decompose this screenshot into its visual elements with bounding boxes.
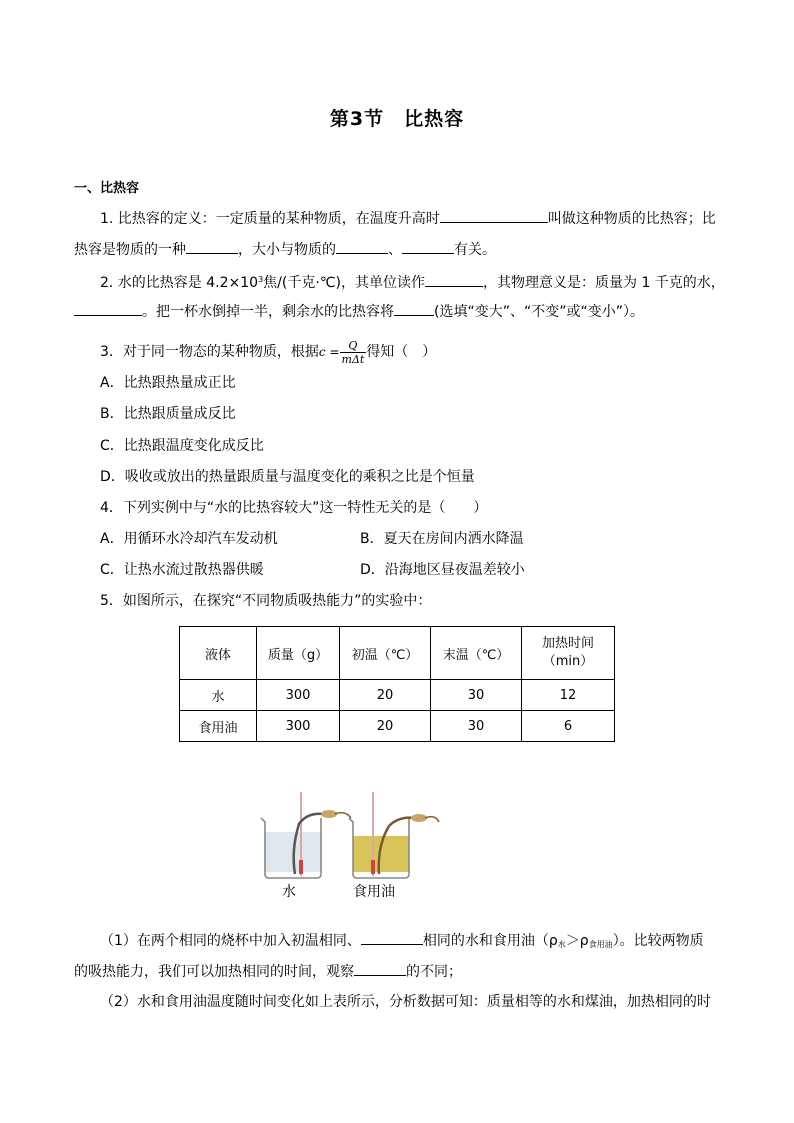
formula-fraction bbox=[340, 339, 367, 366]
q2-text-b: 焦/(千克·℃)，其单位读作 bbox=[263, 275, 425, 291]
q1-text-b: 叫做这种物质的比热容；比 bbox=[547, 211, 716, 227]
table-cell: 30 bbox=[431, 680, 522, 711]
q3-option-c: C．比热跟温度变化成反比 bbox=[100, 438, 264, 454]
q3-option-a: A．比热跟热量成正比 bbox=[100, 375, 236, 391]
q3-option-b: B．比热跟质量成反比 bbox=[100, 406, 236, 422]
table-row bbox=[180, 680, 615, 711]
q3-text-a: 3．对于同一物态的某种物质，根据 bbox=[100, 344, 319, 360]
figure-label-oil: 食用油 bbox=[353, 884, 395, 900]
table-cell: 300 bbox=[257, 680, 340, 711]
header-cell: 液体 bbox=[180, 627, 257, 680]
data-table bbox=[179, 626, 615, 742]
table-cell: 6 bbox=[522, 711, 615, 742]
q5-p1-text-c: ＞ρ bbox=[565, 933, 589, 949]
header-cell: 质量（g） bbox=[257, 627, 340, 680]
oil-heater-wire bbox=[425, 817, 439, 822]
table-cell: 30 bbox=[431, 711, 522, 742]
q3-option-d: D．吸收或放出的热量跟质量与温度变化的乘积之比是个恒量 bbox=[100, 469, 475, 485]
q5-p2-line1: （2）水和食用油温度随时间变化如上表所示，分析数据可知：质量相等的水和煤油，加热相同的时 bbox=[100, 994, 711, 1010]
table-header-row bbox=[180, 627, 615, 680]
table-cell: 食用油 bbox=[180, 711, 257, 742]
q5-p1-text-f: 的不同； bbox=[406, 964, 462, 980]
q4-option-d: D．沿海地区昼夜温差较小 bbox=[360, 562, 525, 578]
answer-blank[interactable] bbox=[440, 207, 548, 223]
density-subscript-water: 水 bbox=[557, 940, 566, 949]
q5-p1-text-a: （1）在两个相同的烧杯中加入初温相同、 bbox=[100, 933, 361, 949]
q5-p1-text-e: 的吸热能力，我们可以加热相同的时间，观察 bbox=[74, 964, 354, 980]
q2-line2 bbox=[74, 300, 644, 322]
density-subscript-oil: 食用油 bbox=[588, 940, 613, 949]
table-cell: 12 bbox=[522, 680, 615, 711]
answer-blank[interactable] bbox=[402, 238, 454, 254]
table-cell: 300 bbox=[257, 711, 340, 742]
q2-text-d: 。把一杯水倒掉一半，剩余水的比热容将 bbox=[142, 304, 394, 320]
q5-p1-line1 bbox=[100, 929, 704, 955]
q5-p1-line2 bbox=[74, 960, 462, 982]
answer-blank[interactable] bbox=[74, 300, 142, 316]
answer-blank[interactable] bbox=[394, 300, 434, 316]
q5-p1-text-b: 相同的水和食用油（ρ bbox=[422, 933, 558, 949]
q2-line1 bbox=[100, 270, 725, 293]
answer-blank[interactable] bbox=[186, 238, 238, 254]
q4-option-b: B．夏天在房间内洒水降温 bbox=[360, 531, 524, 547]
figure-label-water: 水 bbox=[282, 884, 296, 900]
table-cell: 水 bbox=[180, 680, 257, 711]
q5-p1-text-d: ）。比较两物质 bbox=[612, 933, 704, 949]
table-row bbox=[180, 711, 615, 742]
q1-text-e: 、 bbox=[388, 242, 402, 258]
page-title: 第3节 比热容 bbox=[329, 108, 465, 130]
water-heater-plug bbox=[321, 810, 337, 818]
table-cell: 20 bbox=[340, 711, 431, 742]
q1-line1 bbox=[100, 207, 716, 229]
water-heater-wire bbox=[335, 813, 351, 818]
q4-option-a: A．用循环水冷却汽车发动机 bbox=[100, 531, 278, 547]
q1-line2 bbox=[74, 238, 496, 260]
header-cell: 初温（℃） bbox=[340, 627, 431, 680]
q1-text-c: 热容是物质的一种 bbox=[74, 242, 186, 258]
q2-text-e: (选填“变大”、“不变”或“变小”）。 bbox=[434, 304, 644, 320]
oil-thermometer-bulb bbox=[371, 860, 375, 874]
water-thermometer-bulb bbox=[299, 860, 303, 874]
q1-text-f: 有关。 bbox=[454, 242, 496, 258]
q3-stem bbox=[100, 336, 436, 368]
oil-beaker bbox=[349, 792, 439, 878]
q4-option-c: C．让热水流过散热器供暖 bbox=[100, 562, 264, 578]
q2-text-c: ，其物理意义是：质量为 1 千克的水， bbox=[483, 275, 725, 291]
formula-lhs: c = bbox=[318, 345, 340, 359]
header-cell: 末温（℃） bbox=[431, 627, 522, 680]
header-line: （min） bbox=[542, 654, 594, 669]
answer-blank[interactable] bbox=[425, 271, 483, 287]
oil-heater-plug bbox=[411, 814, 427, 822]
formula-denominator: mΔt bbox=[341, 352, 365, 366]
answer-blank[interactable] bbox=[354, 960, 406, 976]
header-line: 加热时间 bbox=[541, 636, 594, 651]
q2-text-a: 2. 水的比热容是 4.2×10 bbox=[100, 275, 259, 291]
beakers-figure bbox=[255, 790, 455, 880]
water-beaker bbox=[261, 792, 351, 878]
table-cell: 20 bbox=[340, 680, 431, 711]
q3-text-b: 得知（ ） bbox=[366, 344, 437, 360]
q4-stem: 4．下列实例中与“水的比热容较大”这一特性无关的是（ ） bbox=[100, 500, 488, 516]
formula-numerator: Q bbox=[340, 339, 367, 353]
section-heading: 一、比热容 bbox=[74, 181, 140, 196]
q1-text-a: 1. 比热容的定义：一定质量的某种物质，在温度升高时 bbox=[100, 211, 440, 227]
q2-superscript: 3 bbox=[258, 275, 264, 284]
q5-stem: 5．如图所示，在探究“不同物质吸热能力”的实验中： bbox=[100, 593, 432, 609]
answer-blank[interactable] bbox=[361, 929, 423, 945]
q1-text-d: ，大小与物质的 bbox=[238, 242, 336, 258]
answer-blank[interactable] bbox=[336, 238, 388, 254]
header-cell bbox=[522, 627, 615, 680]
